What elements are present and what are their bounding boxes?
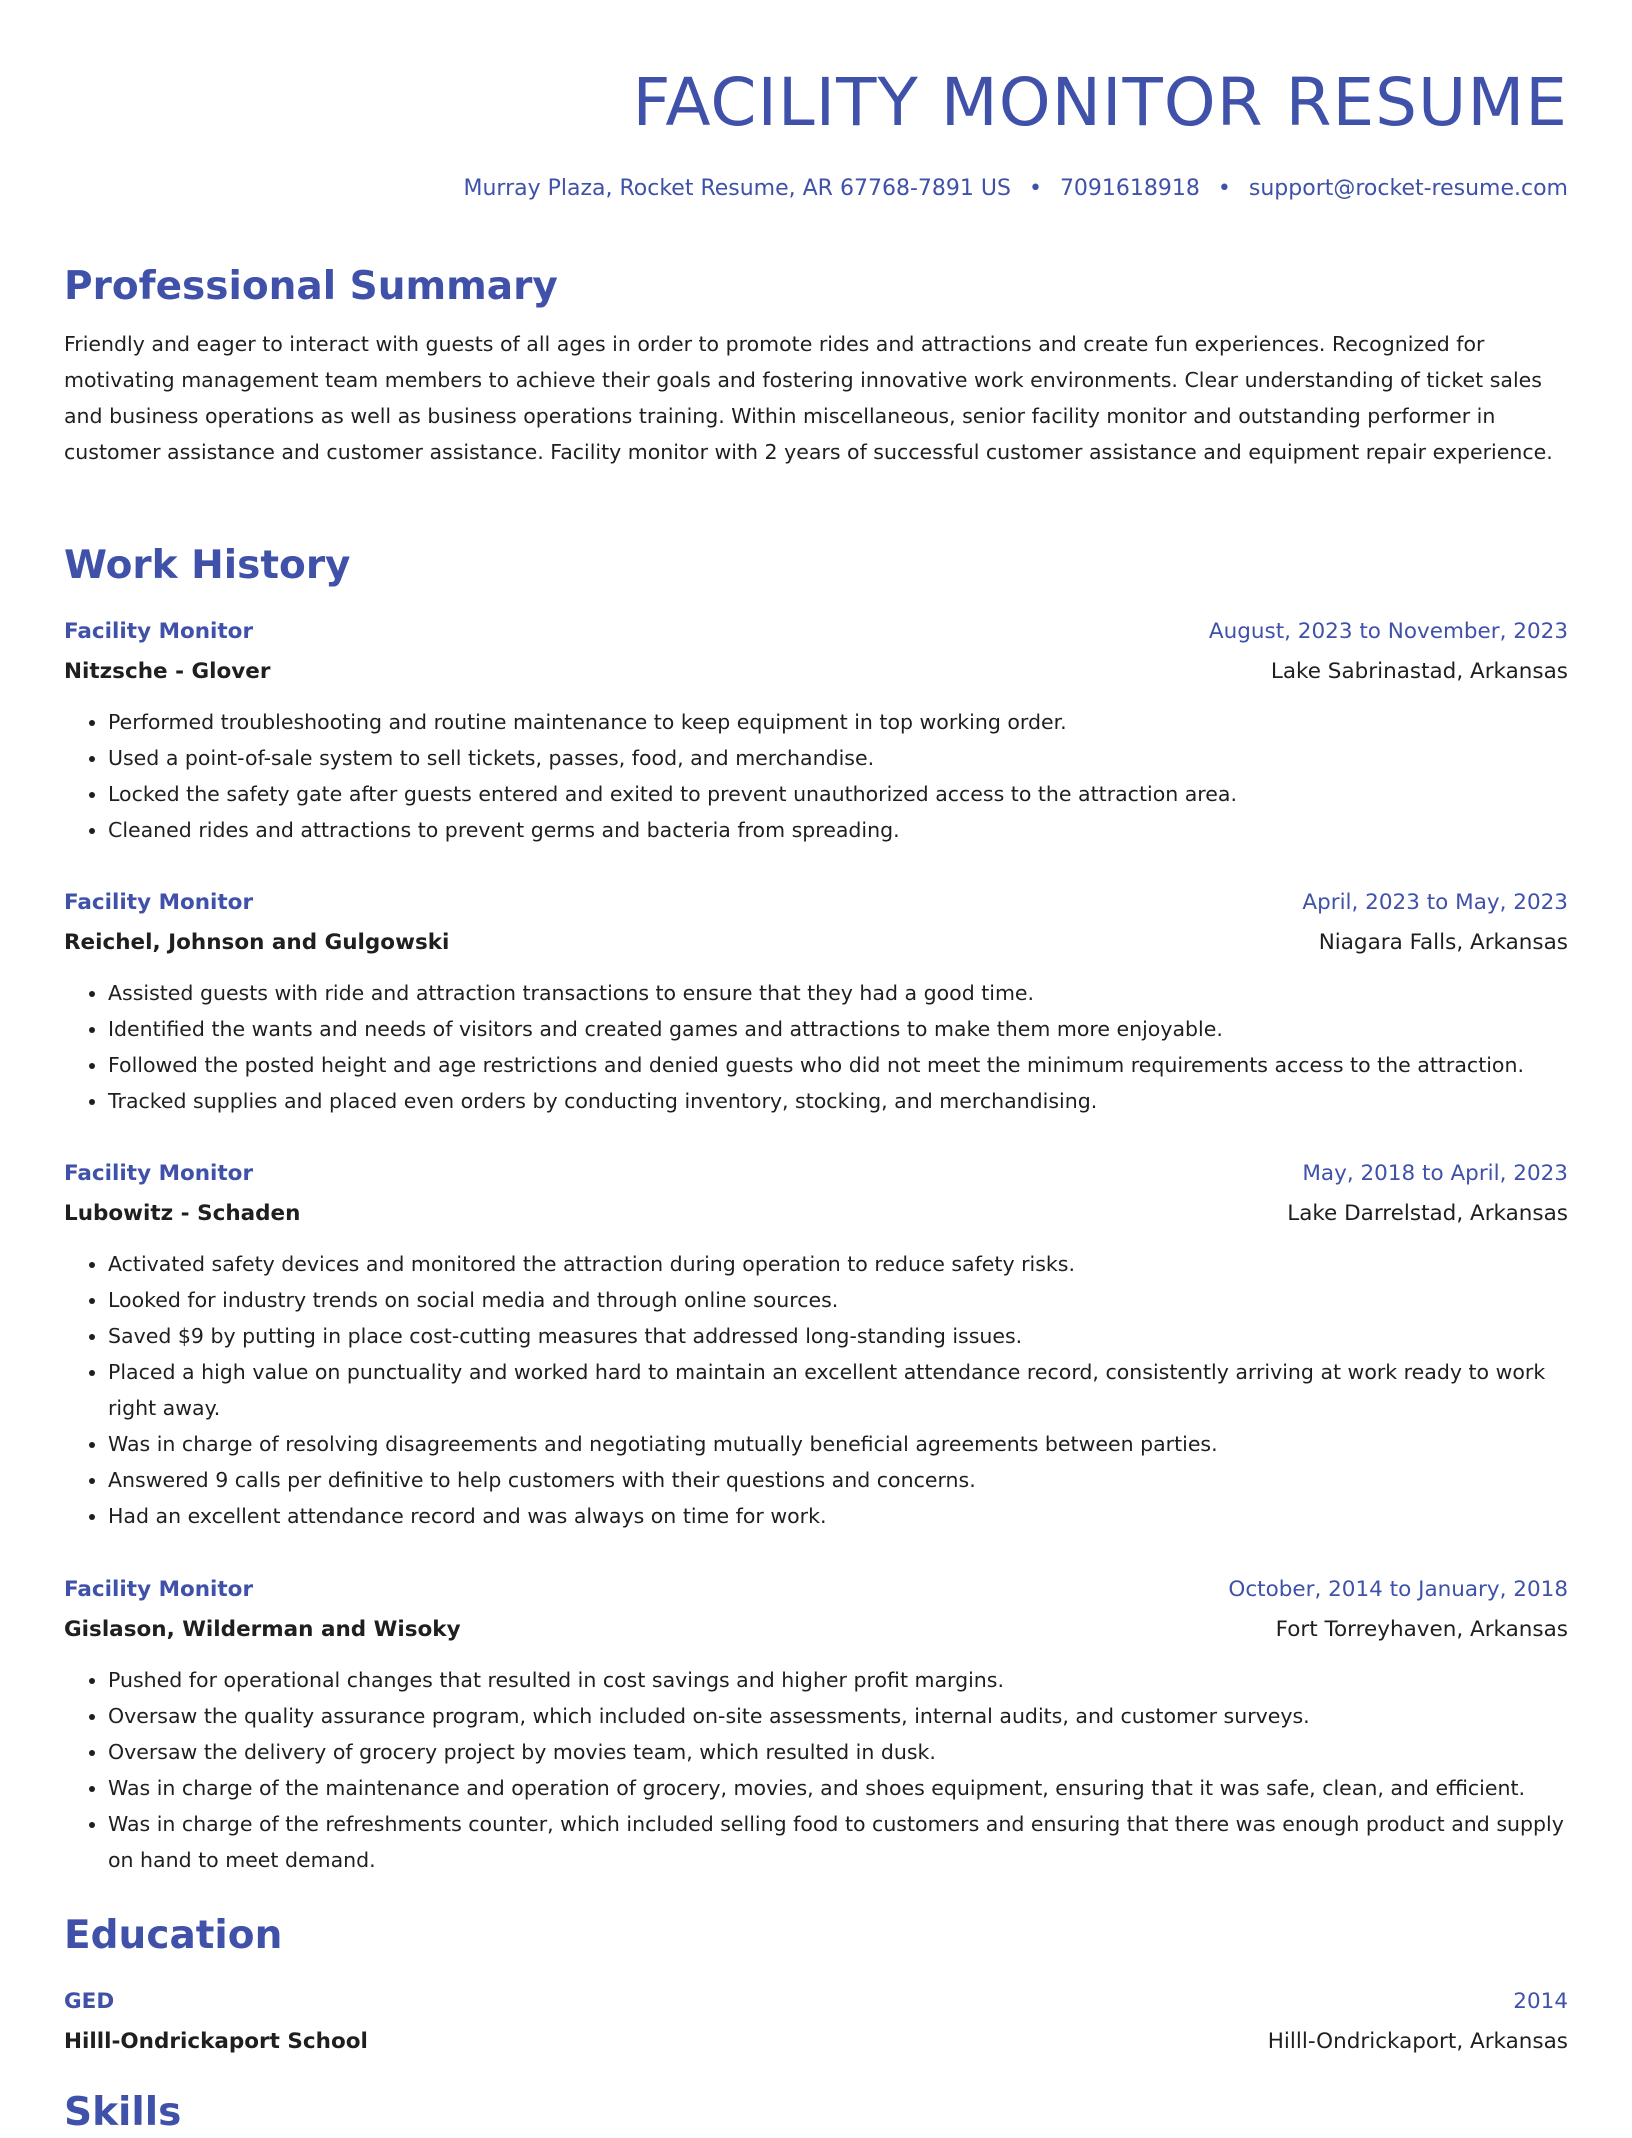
contact-address: Murray Plaza, Rocket Resume, AR 67768-7891 US (463, 176, 1011, 201)
job-location: Lake Darrelstad, Arkansas (1287, 1201, 1568, 1226)
section-title-summary: Professional Summary (64, 264, 558, 309)
skills-section (64, 2088, 1568, 2135)
list-item: • Activated safety devices and monitored the attraction during operation to reduce safety risks. (108, 1246, 1568, 1282)
contact-phone: 7091618918 (1059, 176, 1200, 201)
job-role: Facility Monitor (64, 890, 254, 915)
contact-email[interactable]: support@rocket-resume.com (1248, 176, 1568, 201)
education-section (64, 1911, 1568, 1961)
list-item: • Locked the safety gate after guests entered and exited to prevent unauthorized access to the attraction area. (108, 776, 1568, 812)
job-company: Nitzsche - Glover (64, 659, 271, 684)
education-year: 2014 (1513, 1989, 1568, 2014)
list-item: • Assisted guests with ride and attraction transactions to ensure that they had a good time. (108, 975, 1568, 1011)
job-dates: April, 2023 to May, 2023 (1302, 890, 1568, 915)
list-item: • Cleaned rides and attractions to prevent germs and bacteria from spreading. (108, 812, 1568, 848)
contact-separator: • (1028, 176, 1042, 201)
list-item: • Oversaw the quality assurance program, which included on-site assessments, internal audits, and customer surveys. (108, 1698, 1568, 1734)
education-entry (64, 1982, 1568, 2062)
list-item: • Used a point-of-sale system to sell tickets, passes, food, and merchandise. (108, 740, 1568, 776)
job-company: Gislason, Wilderman and Wisoky (64, 1617, 461, 1642)
section-title-education: Education (64, 1913, 283, 1958)
job-entry (64, 883, 1568, 1119)
summary-text: Friendly and eager to interact with guests of all ages in order to promote rides and attractions and create fun experiences. Recognized for motivating management team members to achieve their goals and fostering innovative work environments. Clear understanding of ticket sales and business operations as well as business operations training. Within miscellaneous, senior facility monitor and outstanding performer in customer assistance and customer assistance. Facility monitor with 2 years of successful customer assistance and equipment repair experience. (64, 332, 1553, 464)
list-item: • Was in charge of the maintenance and operation of grocery, movies, and shoes equipment, ensuring that it was safe, clean, and efficient. (108, 1770, 1568, 1806)
education-location: Hilll-Ondrickaport, Arkansas (1267, 2029, 1568, 2054)
job-dates: October, 2014 to January, 2018 (1228, 1577, 1568, 1602)
resume-title: FACILITY MONITOR RESUME (632, 64, 1568, 141)
list-item: • Was in charge of the refreshments counter, which included selling food to customers and ensuring that there was enough product and supply on hand to meet demand. (108, 1806, 1568, 1878)
job-entry (64, 1570, 1568, 1878)
list-item: • Followed the posted height and age restrictions and denied guests who did not meet the minimum requirements access to the attraction. (108, 1047, 1568, 1083)
summary-section (64, 262, 1568, 470)
list-item: • Oversaw the delivery of grocery project by movies team, which resulted in dusk. (108, 1734, 1568, 1770)
education-degree: GED (64, 1989, 115, 2014)
job-bullets (64, 1246, 1568, 1534)
list-item: • Placed a high value on punctuality and worked hard to maintain an excellent attendance record, consistently arriving at work ready to work right away. (108, 1354, 1568, 1426)
list-item: • Pushed for operational changes that resulted in cost savings and higher profit margins. (108, 1662, 1568, 1698)
list-item: • Was in charge of resolving disagreements and negotiating mutually beneficial agreements between parties. (108, 1426, 1568, 1462)
work-history-section (64, 541, 1568, 591)
resume-page (64, 0, 1568, 2135)
section-title-skills: Skills (64, 2090, 182, 2135)
list-item: • Identified the wants and needs of visitors and created games and attractions to make them more enjoyable. (108, 1011, 1568, 1047)
job-entry (64, 1154, 1568, 1534)
job-location: Fort Torreyhaven, Arkansas (1275, 1617, 1568, 1642)
list-item: • Saved $9 by putting in place cost-cutting measures that addressed long-standing issues. (108, 1318, 1568, 1354)
list-item: • Tracked supplies and placed even orders by conducting inventory, stocking, and merchandising. (108, 1083, 1568, 1119)
list-item: • Answered 9 calls per definitive to help customers with their questions and concerns. (108, 1462, 1568, 1498)
job-role: Facility Monitor (64, 1161, 254, 1186)
list-item: • Performed troubleshooting and routine maintenance to keep equipment in top working order. (108, 704, 1568, 740)
job-location: Lake Sabrinastad, Arkansas (1270, 659, 1568, 684)
section-title-work-history: Work History (64, 543, 351, 588)
job-dates: May, 2018 to April, 2023 (1302, 1161, 1568, 1186)
job-bullets (64, 1662, 1568, 1878)
job-role: Facility Monitor (64, 619, 254, 644)
education-school: Hilll-Ondrickaport School (64, 2029, 368, 2054)
job-bullets (64, 975, 1568, 1119)
job-role: Facility Monitor (64, 1577, 254, 1602)
job-entry (64, 612, 1568, 848)
job-company: Reichel, Johnson and Gulgowski (64, 930, 450, 955)
job-company: Lubowitz - Schaden (64, 1201, 301, 1226)
list-item: • Had an excellent attendance record and was always on time for work. (108, 1498, 1568, 1534)
contact-line (64, 174, 1568, 204)
job-location: Niagara Falls, Arkansas (1318, 930, 1568, 955)
job-dates: August, 2023 to November, 2023 (1208, 619, 1568, 644)
list-item: • Looked for industry trends on social media and through online sources. (108, 1282, 1568, 1318)
contact-separator: • (1217, 176, 1231, 201)
job-bullets (64, 704, 1568, 848)
